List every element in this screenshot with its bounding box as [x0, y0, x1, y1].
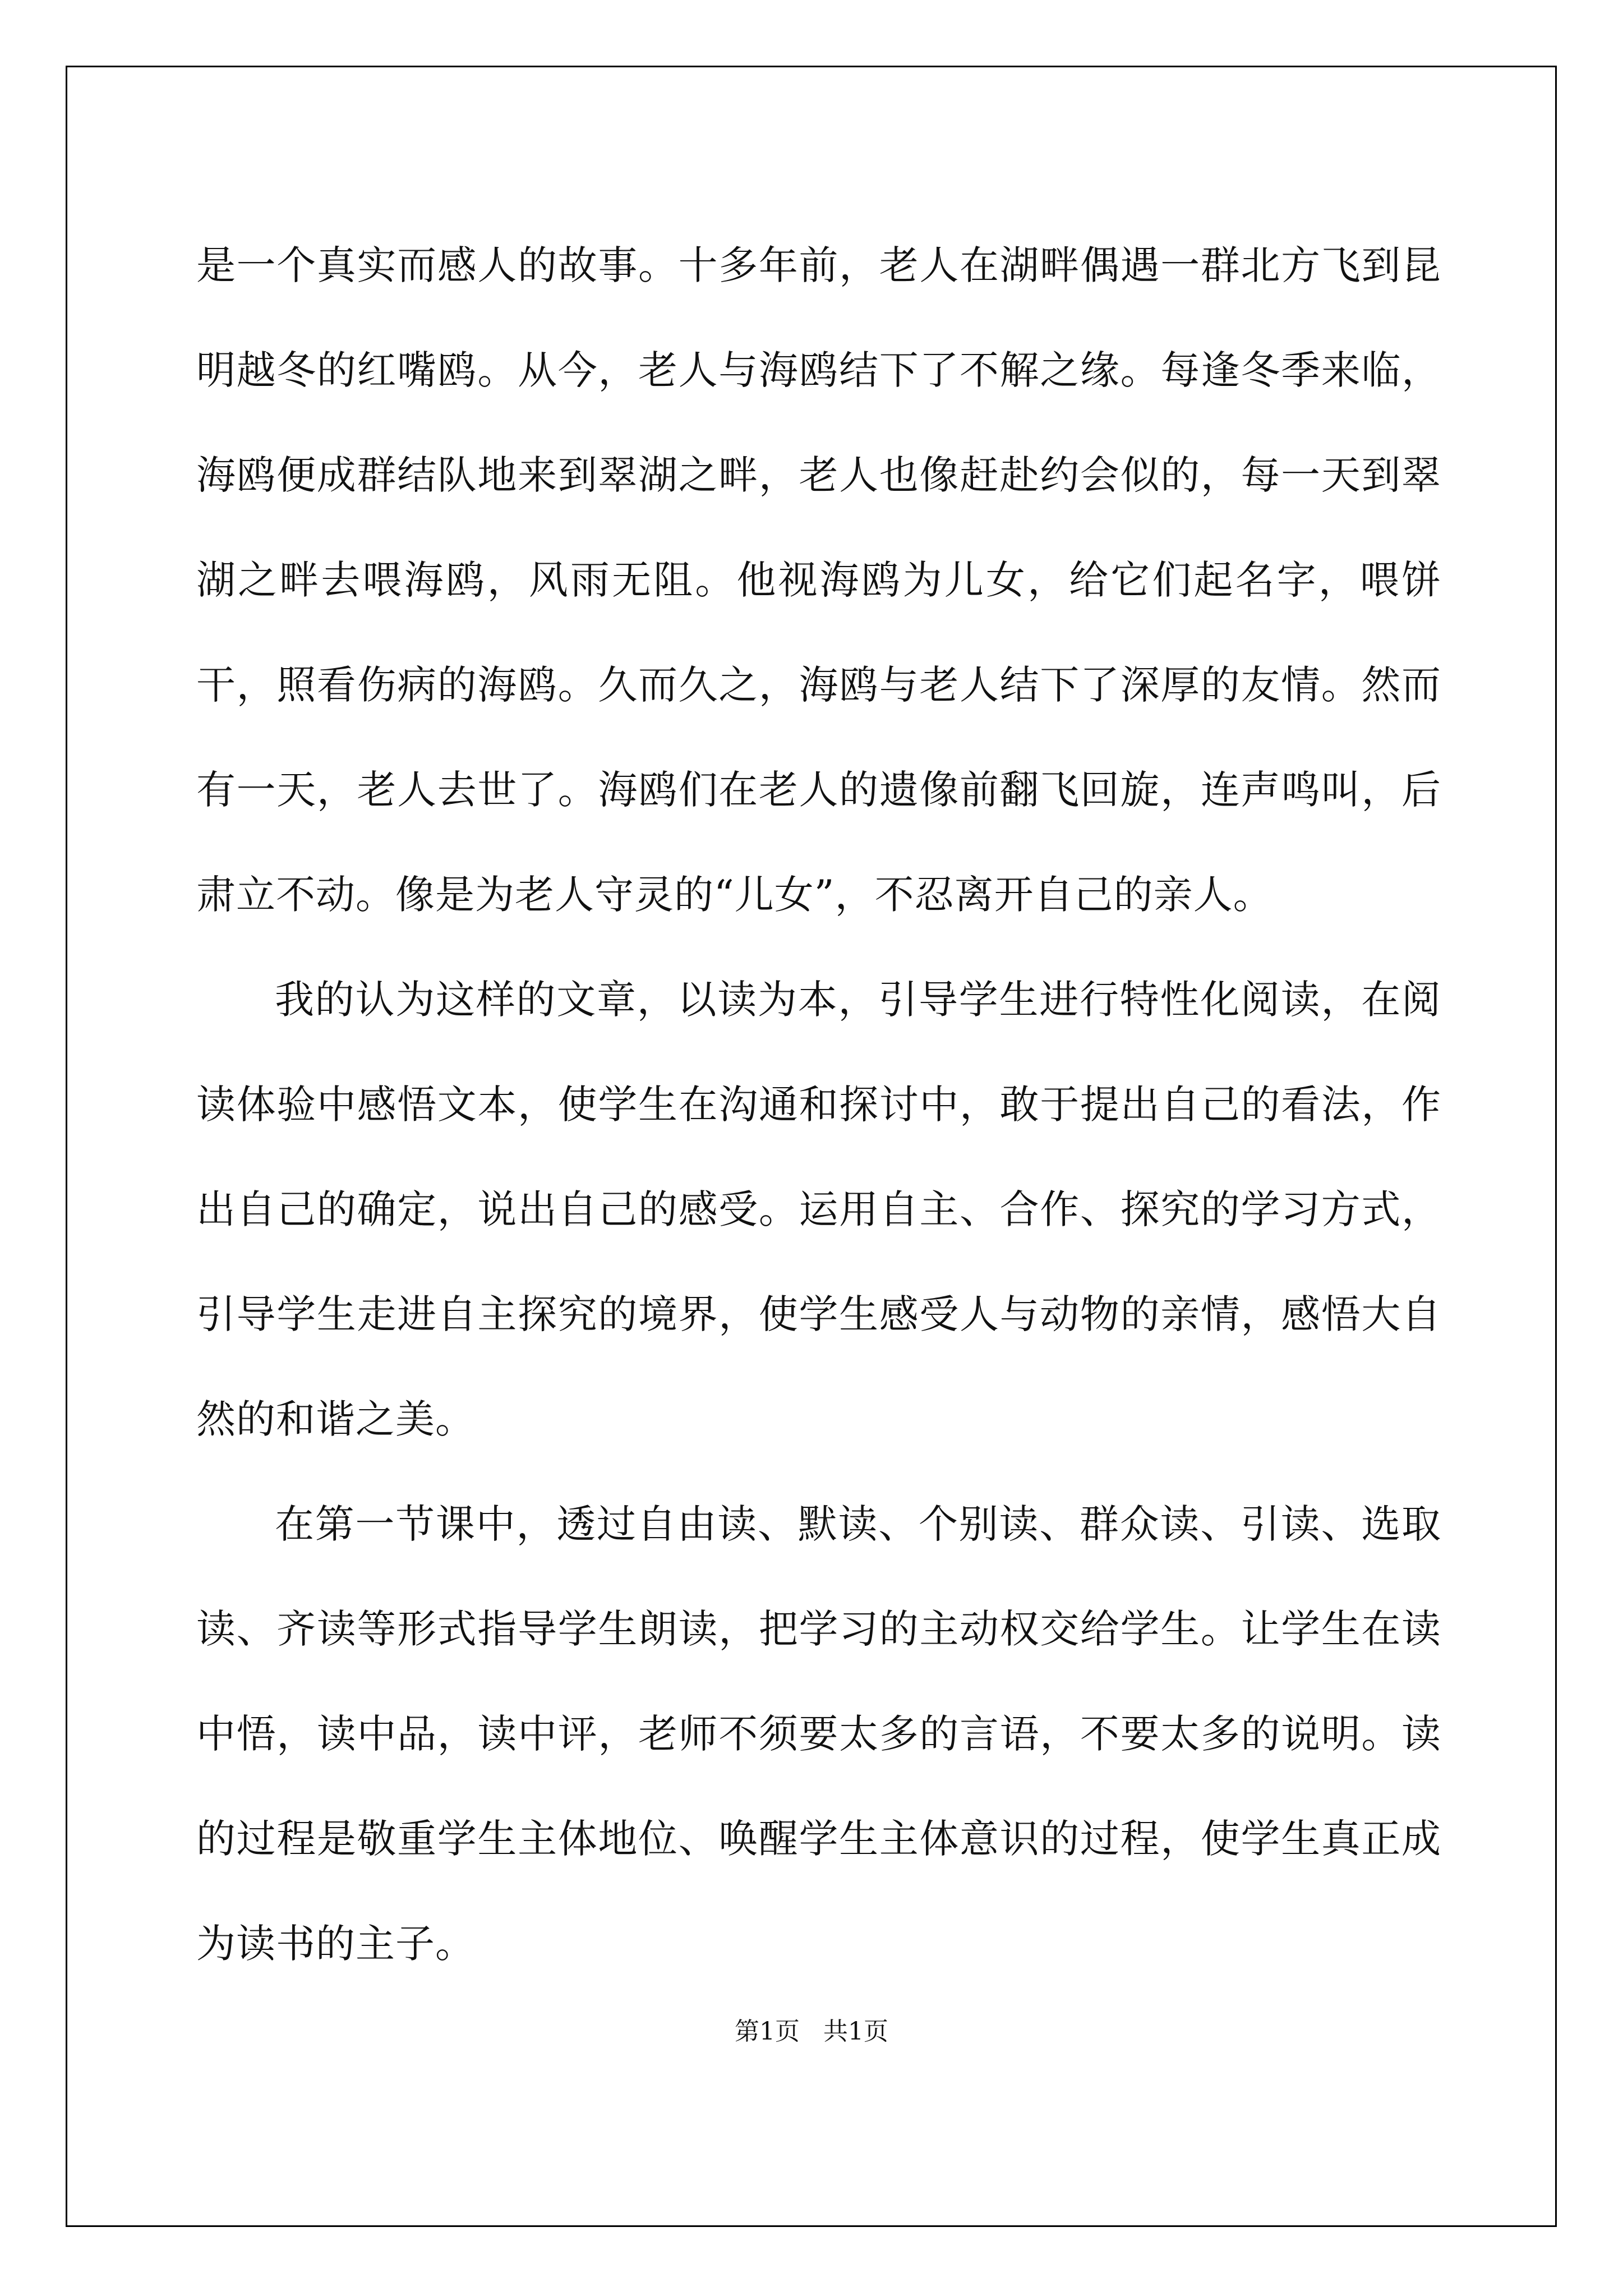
paragraph-3: 在第一节课中，透过自由读、默读、个别读、群众读、引读、选取读、齐读等形式指导学生朗读，把学习的主动权交给学生。让学生在读中悟，读中品，读中评，老师不须要太多的言语，不要太多的说明。读的过程是敬重学生主体地位、唤醒学生主体意识的过程，使学生真正成为读书的主子。	[196, 1501, 1441, 1967]
document-body	[196, 213, 1441, 1996]
page-number-footer: 第1页 共1页	[735, 2017, 888, 2046]
paragraph-1: 是一个真实而感人的故事。十多年前，老人在湖畔偶遇一群北方飞到昆明越冬的红嘴鸥。从今，老人与海鸥结下了不解之缘。每逢冬季来临，海鸥便成群结队地来到翠湖之畔，老人也像赶赴约会似的，每一天到翠湖之畔去喂海鸥，风雨无阻。他视海鸥为儿女，给它们起名字，喂饼干，照看伤病的海鸥。久而久之，海鸥与老人结下了深厚的友情。然而有一天，老人去世了。海鸥们在老人的遗像前翻飞回旋，连声鸣叫，后肃立不动。像是为老人守灵的“儿女”，不忍离开自己的亲人。	[196, 242, 1441, 918]
paragraph-2: 我的认为这样的文章，以读为本，引导学生进行特性化阅读，在阅读体验中感悟文本，使学生在沟通和探讨中，敢于提出自己的看法，作出自己的确定，说出自己的感受。运用自主、合作、探究的学习方式，引导学生走进自主探究的境界，使学生感受人与动物的亲情，感悟大自然的和谐之美。	[196, 977, 1441, 1442]
